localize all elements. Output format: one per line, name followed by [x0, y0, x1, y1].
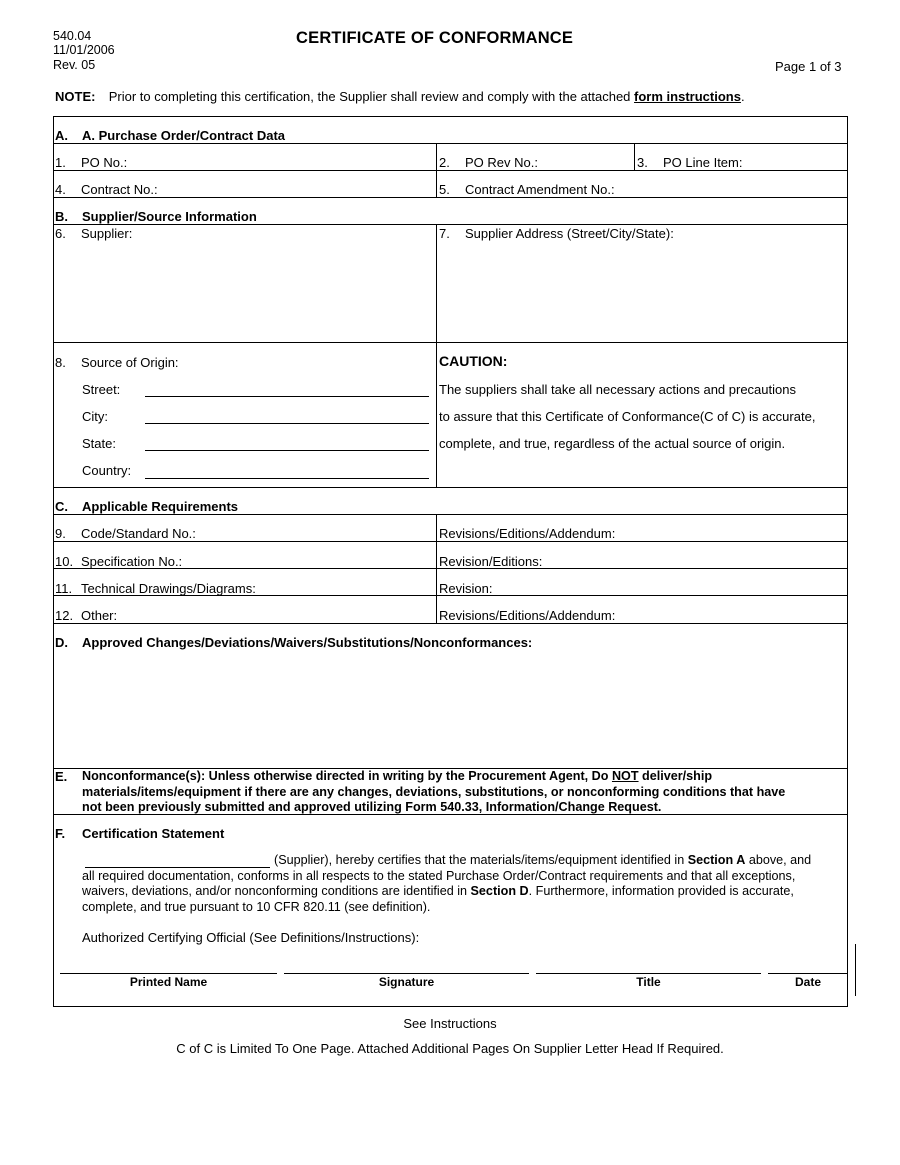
- field-code-standard-no[interactable]: 9. Code/Standard No.:: [55, 526, 196, 541]
- certification-statement: (Supplier), hereby certifies that the materials/items/equipment identified in Section A above, and all required documentation, conforms in all respects to the stated Purchase Order/Contract requirements and that all exceptions, waivers, deviations, and/or nonconforming conditions are identified in Section D. Furthermore, information provided is accurate, complete, and true pursuant to 10 CFR 820.11 (see definition).: [82, 853, 812, 914]
- note-label: NOTE:: [55, 89, 96, 104]
- field-code-revisions[interactable]: Revisions/Editions/Addendum:: [439, 526, 616, 541]
- state-label: State:: [82, 436, 116, 451]
- section-c-title: Applicable Requirements: [82, 499, 239, 514]
- state-input[interactable]: [145, 450, 429, 451]
- field-technical-drawings[interactable]: 11. Technical Drawings/Diagrams:: [55, 581, 256, 596]
- field-supplier-address[interactable]: 7. Supplier Address (Street/City/State):: [439, 226, 674, 241]
- city-label: City:: [82, 409, 108, 424]
- country-input[interactable]: [145, 478, 429, 479]
- footer-page-limit: C of C is Limited To One Page. Attached Additional Pages On Supplier Letter Head If Required.: [176, 1041, 724, 1056]
- section-d-letter: D.: [55, 635, 68, 650]
- section-e-letter: E.: [55, 769, 68, 784]
- note-end: .: [740, 89, 745, 104]
- note: [55, 89, 745, 104]
- signature-label: Signature: [378, 975, 435, 989]
- form-date: 11/01/2006: [53, 43, 115, 57]
- section-d-title: Approved Changes/Deviations/Waivers/Substitutions/Nonconformances:: [82, 635, 533, 650]
- field-other[interactable]: 12. Other:: [55, 608, 118, 623]
- section-c-letter: C.: [55, 499, 68, 514]
- field-spec-revision[interactable]: Revision/Editions:: [439, 554, 543, 569]
- form-number: 540.04: [53, 29, 92, 43]
- section-f-title: Certification Statement: [82, 826, 225, 841]
- field-po-no[interactable]: 1. PO No.:: [55, 155, 128, 170]
- city-input[interactable]: [145, 423, 429, 424]
- field-supplier[interactable]: 6. Supplier:: [55, 226, 133, 241]
- signature-input[interactable]: [284, 973, 529, 974]
- field-drawings-revision[interactable]: Revision:: [439, 581, 493, 596]
- country-label: Country:: [82, 463, 132, 478]
- page-number: Page 1 of 3: [775, 59, 842, 74]
- section-a-letter: A.: [55, 128, 68, 143]
- street-label: Street:: [82, 382, 121, 397]
- nonconformance-text: Nonconformance(s): Unless otherwise directed in writing by the Procurement Agent, Do NOT deliver/ship materials/items/equipment if there are any changes, deviations, substitutions, or nonconforming conditions that have not been previously submitted and approved utilizing Form 540.33, Information/Change Request.: [82, 769, 786, 814]
- field-other-revisions[interactable]: Revisions/Editions/Addendum:: [439, 608, 616, 623]
- form-revision: Rev. 05: [53, 58, 96, 72]
- field-specification-no[interactable]: 10. Specification No.:: [55, 554, 183, 569]
- date-input[interactable]: [768, 973, 848, 974]
- field-contract-amendment-no[interactable]: 5. Contract Amendment No.:: [439, 182, 615, 197]
- field-po-line-item[interactable]: 3. PO Line Item:: [637, 155, 743, 170]
- printed-name-label: Printed Name: [129, 975, 208, 989]
- field-source-of-origin: 8. Source of Origin:: [55, 355, 179, 370]
- title-input[interactable]: [536, 973, 761, 974]
- authorized-official-label: Authorized Certifying Official (See Definitions/Instructions):: [82, 930, 420, 945]
- title-label: Title: [636, 975, 661, 989]
- section-f-letter: F.: [55, 826, 66, 841]
- street-input[interactable]: [145, 396, 429, 397]
- note-text: Prior to completing this certification, the Supplier shall review and comply with the attached: [108, 89, 635, 104]
- date-label: Date: [794, 975, 821, 989]
- footer-see-instructions: See Instructions: [403, 1016, 497, 1031]
- caution-line-3: complete, and true, regardless of the actual source of origin.: [439, 436, 786, 451]
- caution-line-2: to assure that this Certificate of Conformance(C of C) is accurate,: [439, 409, 816, 424]
- approved-changes-area[interactable]: [54, 655, 846, 765]
- page-title: CERTIFICATE OF CONFORMANCE: [296, 29, 574, 47]
- printed-name-input[interactable]: [60, 973, 277, 974]
- field-po-rev-no[interactable]: 2. PO Rev No.:: [439, 155, 538, 170]
- caution-title: CAUTION:: [439, 353, 508, 369]
- caution-line-1: The suppliers shall take all necessary actions and precautions: [439, 382, 796, 397]
- section-b-title: Supplier/Source Information: [82, 209, 257, 224]
- section-a-title: A. Purchase Order/Contract Data: [82, 128, 286, 143]
- section-b-letter: B.: [55, 209, 68, 224]
- form-instructions-link[interactable]: form instructions: [634, 89, 741, 104]
- field-contract-no[interactable]: 4. Contract No.:: [55, 182, 158, 197]
